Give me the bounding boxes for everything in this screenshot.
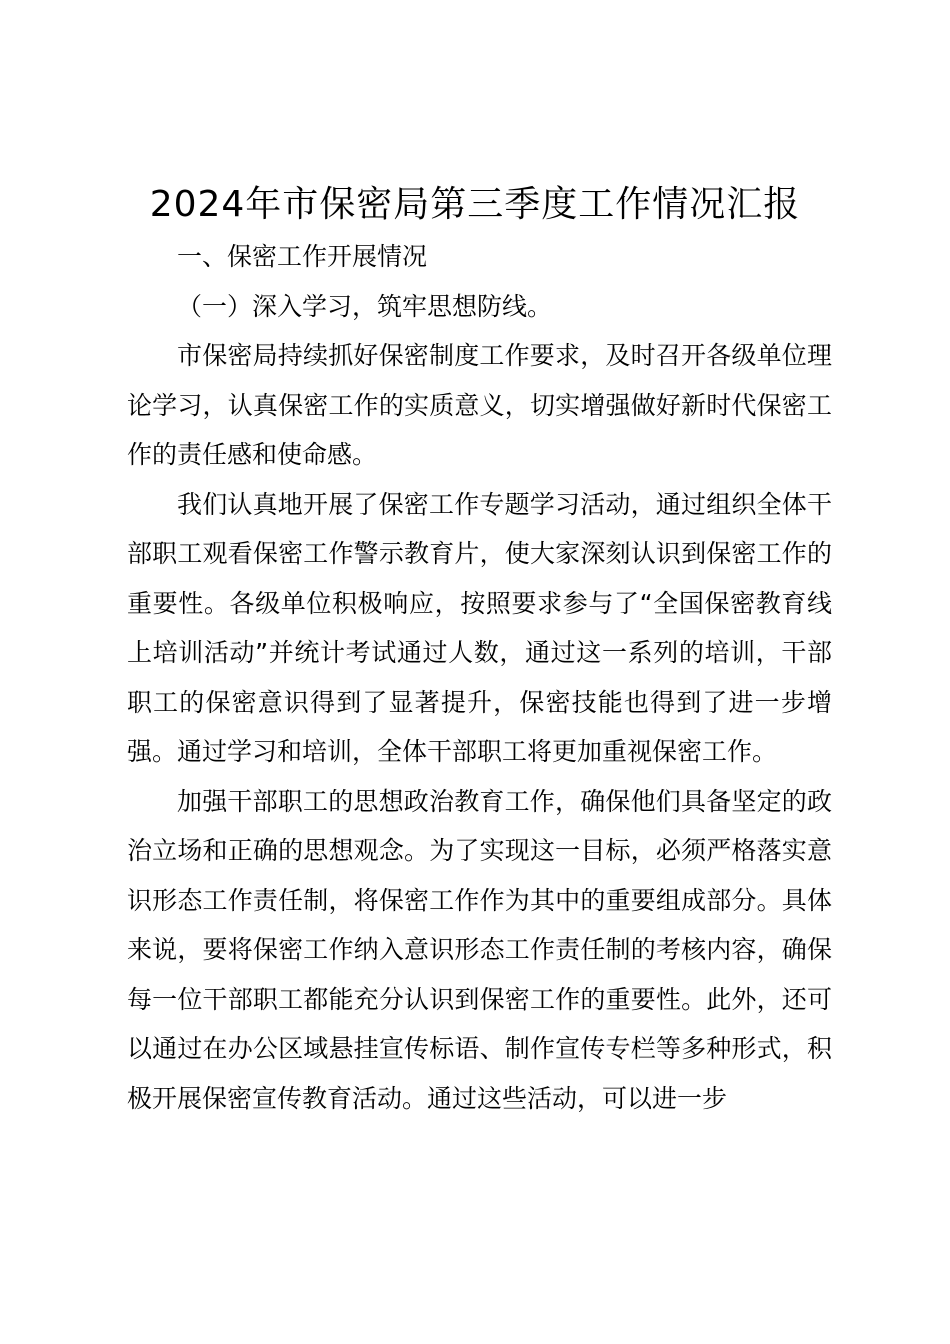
section-heading: 一、保密工作开展情况 — [177, 242, 428, 271]
body-paragraph: 市保密局持续抓好保密制度工作要求，及时召开各级单位理论学习，认真保密工作的实质意义，切实增强做好新时代保密工作的责任感和使命感。 — [127, 341, 832, 469]
subsection-heading: （一）深入学习，筑牢思想防线。 — [177, 291, 553, 321]
document-title: 2024年市保密局第三季度工作情况汇报 — [149, 184, 801, 225]
body-paragraph: 加强干部职工的思想政治教育工作，确保他们具备坚定的政治立场和正确的思想观念。为了实现这一目标，必须严格落实意识形态工作责任制，将保密工作作为其中的重要组成部分。具体来说，要将保密工作纳入意识形态工作责任制的考核内容，确保每一位干部职工都能充分认识到保密工作的重要性。此外，还可以通过在办公区域悬挂宣传标语、制作宣传专栏等多种形式，积极开展保密宣传教育活动。通过这些活动，可以进一步 — [127, 786, 832, 1113]
document-body — [127, 232, 832, 1123]
body-paragraph: 我们认真地开展了保密工作专题学习活动，通过组织全体干部职工观看保密工作警示教育片，使大家深刻认识到保密工作的重要性。各级单位积极响应，按照要求参与了“全国保密教育线上培训活动”并统计考试通过人数，通过这一系列的培训，干部职工的保密意识得到了显著提升，保密技能也得到了进一步增强。通过学习和培训，全体干部职工将更加重视保密工作。 — [127, 489, 832, 766]
